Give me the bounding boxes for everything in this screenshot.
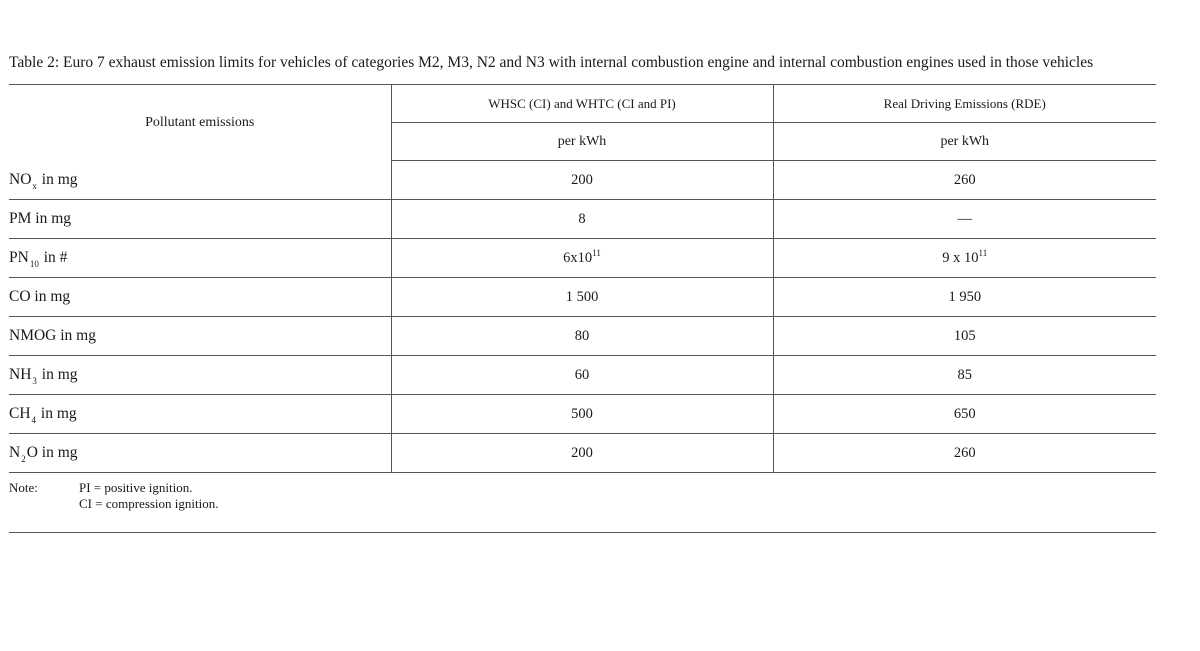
cycle-limit-value bbox=[391, 356, 773, 395]
table-row bbox=[9, 278, 1156, 317]
table-row bbox=[9, 395, 1156, 434]
pollutant-name bbox=[9, 200, 391, 239]
pollutant-unit: in mg bbox=[37, 405, 77, 422]
pollutant-name bbox=[9, 356, 391, 395]
cycle-limit-value-text: 6x10 bbox=[563, 249, 593, 266]
table-row bbox=[9, 434, 1156, 473]
table-caption: Table 2: Euro 7 exhaust emission limits for vehicles of categories M2, M3, N2 and N3 with internal combustion engine and internal combustion engines used in those vehicles bbox=[9, 54, 1094, 71]
cycle-limit-value bbox=[391, 317, 773, 356]
bottom-divider bbox=[9, 532, 1156, 533]
cycle-limit-value-text: 8 bbox=[578, 210, 586, 227]
pollutant-subscript: x bbox=[32, 180, 37, 191]
pollutant-unit: in mg bbox=[37, 170, 78, 188]
pollutant-symbol: NH bbox=[9, 366, 32, 383]
pollutant-name bbox=[9, 317, 391, 356]
rde-limit-value-text: 105 bbox=[953, 327, 976, 344]
rde-limit-value bbox=[773, 200, 1156, 239]
pollutant-symbol: NO bbox=[9, 170, 32, 188]
cycle-limit-value-text: 1 500 bbox=[565, 288, 599, 305]
pollutant-symbol: CO in mg bbox=[9, 288, 71, 305]
pollutant-column-header: Pollutant emissions bbox=[9, 85, 391, 161]
pollutant-symbol: NMOG in mg bbox=[9, 327, 96, 344]
table-row bbox=[9, 317, 1156, 356]
rde-limit-value bbox=[773, 434, 1156, 473]
cycle-limit-value-text: 80 bbox=[574, 327, 590, 344]
cycle-column-header: WHSC (CI) and WHTC (CI and PI) bbox=[391, 85, 773, 123]
pollutant-subscript: 4 bbox=[31, 415, 37, 425]
pollutant-symbol: N bbox=[9, 444, 21, 461]
note-line-ci: CI = compression ignition. bbox=[79, 496, 219, 511]
cycle-limit-value bbox=[391, 395, 773, 434]
cycle-limit-value bbox=[391, 239, 773, 278]
rde-limit-value-text: 1 950 bbox=[948, 288, 982, 305]
pollutant-symbol: PN bbox=[9, 249, 29, 266]
rde-limit-value-text: 260 bbox=[953, 171, 976, 188]
rde-limit-value bbox=[773, 356, 1156, 395]
emission-limits-table bbox=[9, 84, 1156, 473]
rde-limit-value bbox=[773, 317, 1156, 356]
table-row bbox=[9, 356, 1156, 395]
pollutant-name bbox=[9, 278, 391, 317]
table-row bbox=[9, 200, 1156, 239]
pollutant-name bbox=[9, 395, 391, 434]
table-row bbox=[9, 161, 1156, 200]
rde-limit-value-text: 650 bbox=[953, 405, 976, 422]
pollutant-subscript: 10 bbox=[29, 259, 39, 269]
cycle-limit-value-text: 60 bbox=[574, 366, 590, 383]
cycle-limit-value bbox=[391, 200, 773, 239]
exponent: 11 bbox=[978, 247, 988, 258]
header-row bbox=[9, 85, 1156, 123]
rde-limit-value bbox=[773, 161, 1156, 200]
rde-limit-value-text: 260 bbox=[953, 444, 976, 461]
rde-column-header: Real Driving Emissions (RDE) bbox=[773, 85, 1156, 123]
pollutant-name bbox=[9, 434, 391, 473]
pollutant-unit: in mg bbox=[37, 366, 78, 383]
rde-unit-header: per kWh bbox=[773, 123, 1156, 161]
pollutant-symbol: CH bbox=[9, 405, 31, 422]
note-line-pi: PI = positive ignition. bbox=[79, 480, 193, 495]
pollutant-unit: O in mg bbox=[26, 444, 78, 461]
cycle-limit-value-text: 200 bbox=[571, 444, 593, 461]
cycle-limit-value bbox=[391, 161, 773, 200]
note-lines bbox=[79, 480, 219, 512]
exponent: 11 bbox=[592, 247, 601, 258]
rde-limit-value bbox=[773, 239, 1156, 278]
rde-limit-value bbox=[773, 278, 1156, 317]
cycle-limit-value bbox=[391, 278, 773, 317]
table-body bbox=[9, 161, 1156, 473]
note-label: Note: bbox=[9, 480, 38, 495]
pollutant-subscript: 3 bbox=[32, 376, 37, 386]
cycle-limit-value bbox=[391, 434, 773, 473]
rde-limit-value bbox=[773, 395, 1156, 434]
rde-limit-value-text: — bbox=[957, 210, 972, 227]
pollutant-unit: in # bbox=[39, 249, 68, 266]
cycle-unit-header: per kWh bbox=[391, 123, 773, 161]
rde-limit-value-text: 85 bbox=[957, 366, 972, 383]
pollutant-subscript: 2 bbox=[21, 454, 26, 464]
pollutant-name bbox=[9, 161, 391, 200]
table-row bbox=[9, 239, 1156, 278]
pollutant-symbol: PM in mg bbox=[9, 210, 72, 227]
pollutant-name bbox=[9, 239, 391, 278]
cycle-limit-value-text: 200 bbox=[571, 171, 593, 188]
rde-limit-value-text: 9 x 10 bbox=[942, 249, 979, 266]
cycle-limit-value-text: 500 bbox=[571, 405, 593, 422]
